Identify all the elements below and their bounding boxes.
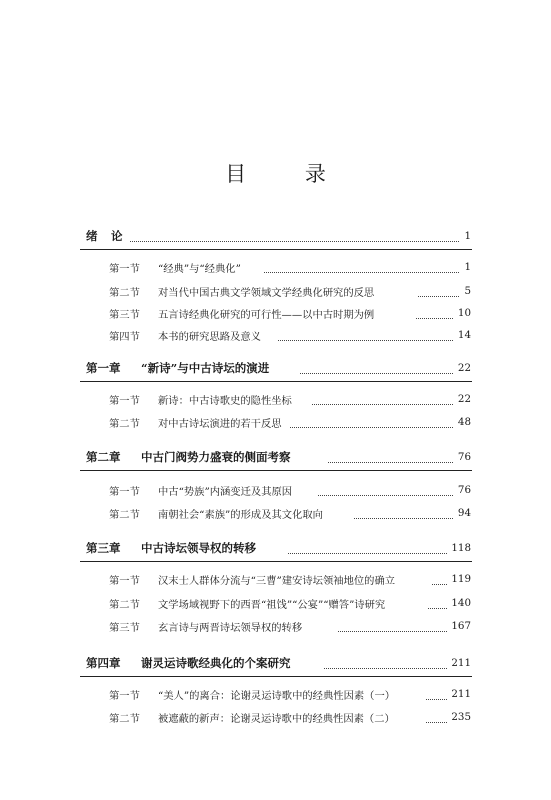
chapter-label: 第一章 — [86, 361, 121, 375]
leader-dots — [130, 229, 459, 242]
leader-dots — [300, 361, 453, 374]
leader-dots — [278, 328, 453, 341]
toc-section[interactable] — [0, 706, 551, 728]
section-label: 第三节 — [109, 308, 140, 321]
page-number: 22 — [457, 393, 471, 405]
leader-dots — [426, 687, 447, 700]
section-label: 第四节 — [109, 330, 140, 343]
page-number: 94 — [457, 507, 471, 519]
toc-section[interactable] — [0, 683, 551, 705]
chapter-title: “新诗”与中古诗坛的演进 — [141, 361, 270, 375]
section-label: 第一节 — [109, 394, 140, 407]
section-title: “经典”与“经典化” — [158, 262, 241, 275]
toc-section[interactable] — [0, 592, 551, 614]
leader-dots — [354, 506, 453, 519]
leader-dots — [290, 415, 453, 428]
chapter-label: 第四章 — [86, 656, 121, 670]
page-number: 5 — [464, 285, 471, 297]
divider — [80, 676, 472, 677]
page-number: 76 — [457, 451, 471, 463]
toc-chapter[interactable] — [0, 446, 551, 468]
leader-dots — [324, 656, 447, 669]
section-label: 第一节 — [109, 262, 140, 275]
chapter-title: 谢灵运诗歌经典化的个案研究 — [141, 656, 291, 670]
divider — [80, 249, 472, 250]
section-title: 汉末士人群体分流与“三曹”建安诗坛领袖地位的确立 — [158, 574, 396, 587]
page-number: 211 — [451, 657, 471, 669]
divider — [80, 561, 472, 562]
section-label: 第二节 — [109, 417, 140, 430]
leader-dots — [312, 392, 453, 405]
page-number: 10 — [457, 307, 471, 319]
page-number: 235 — [451, 711, 471, 723]
page-number: 119 — [451, 573, 471, 585]
page-number: 76 — [457, 484, 471, 496]
section-label: 第一节 — [109, 689, 140, 702]
chapter-label: 第三章 — [86, 541, 121, 555]
leader-dots — [318, 483, 453, 496]
section-title: 新诗：中古诗歌史的隐性坐标 — [158, 394, 292, 407]
page-number: 140 — [451, 597, 471, 609]
section-label: 第一节 — [109, 574, 140, 587]
page-number: 1 — [464, 230, 471, 242]
toc-section[interactable] — [0, 615, 551, 637]
page-title: 目 录 — [225, 162, 352, 186]
toc-section[interactable] — [0, 280, 551, 302]
page-number: 22 — [457, 362, 471, 374]
toc-chapter[interactable] — [0, 357, 551, 379]
section-label: 第二节 — [109, 286, 140, 299]
page-number: 48 — [457, 416, 471, 428]
section-title: 玄言诗与两晋诗坛领导权的转移 — [158, 621, 303, 634]
section-title: 被遮蔽的新声：论谢灵运诗歌中的经典性因素（二） — [158, 712, 395, 725]
section-title: 五言诗经典化研究的可行性——以中古时期为例 — [158, 308, 375, 321]
leader-dots — [288, 541, 447, 554]
chapter-title: 中古诗坛领导权的转移 — [141, 541, 256, 555]
toc-section[interactable] — [0, 502, 551, 524]
toc-section[interactable] — [0, 324, 551, 346]
section-title: 文学场域视野下的西晋“祖饯”“公宴”“赠答”诗研究 — [158, 598, 386, 611]
section-label: 第三节 — [109, 621, 140, 634]
section-label: 第二节 — [109, 598, 140, 611]
toc-section[interactable] — [0, 256, 551, 278]
toc-chapter[interactable] — [0, 652, 551, 674]
chapter-title: 中古门阀势力盛衰的侧面考察 — [141, 450, 291, 464]
toc-section[interactable] — [0, 302, 551, 324]
toc-intro[interactable] — [0, 225, 551, 247]
chapter-label: 第二章 — [86, 450, 121, 464]
section-title: 对中古诗坛演进的若干反思 — [158, 417, 282, 430]
leader-dots — [328, 450, 453, 463]
toc-chapter[interactable] — [0, 537, 551, 559]
section-title: “美人”的离合：论谢灵运诗歌中的经典性因素（一） — [158, 689, 396, 702]
toc-section[interactable] — [0, 411, 551, 433]
chapter-label: 绪 论 — [86, 229, 124, 243]
section-title: 中古“势族”内涵变迁及其原因 — [158, 485, 293, 498]
leader-dots — [428, 596, 447, 609]
leader-dots — [426, 710, 447, 723]
divider — [80, 381, 472, 382]
toc-section[interactable] — [0, 479, 551, 501]
page-number: 211 — [451, 688, 471, 700]
leader-dots — [432, 572, 447, 585]
leader-dots — [418, 284, 459, 297]
toc-section[interactable] — [0, 388, 551, 410]
section-label: 第二节 — [109, 712, 140, 725]
toc-section[interactable] — [0, 568, 551, 590]
leader-dots — [416, 306, 453, 319]
leader-dots — [338, 619, 447, 632]
page-number: 14 — [457, 329, 471, 341]
page-number: 1 — [464, 261, 471, 273]
leader-dots — [264, 260, 459, 273]
section-title: 对当代中国古典文学领域文学经典化研究的反思 — [158, 286, 375, 299]
page-number: 118 — [451, 542, 471, 554]
page-number: 167 — [451, 620, 471, 632]
section-title: 本书的研究思路及意义 — [158, 330, 261, 343]
section-label: 第一节 — [109, 485, 140, 498]
section-label: 第二节 — [109, 508, 140, 521]
divider — [80, 470, 472, 471]
section-title: 南朝社会“素族”的形成及其文化取向 — [158, 508, 323, 521]
